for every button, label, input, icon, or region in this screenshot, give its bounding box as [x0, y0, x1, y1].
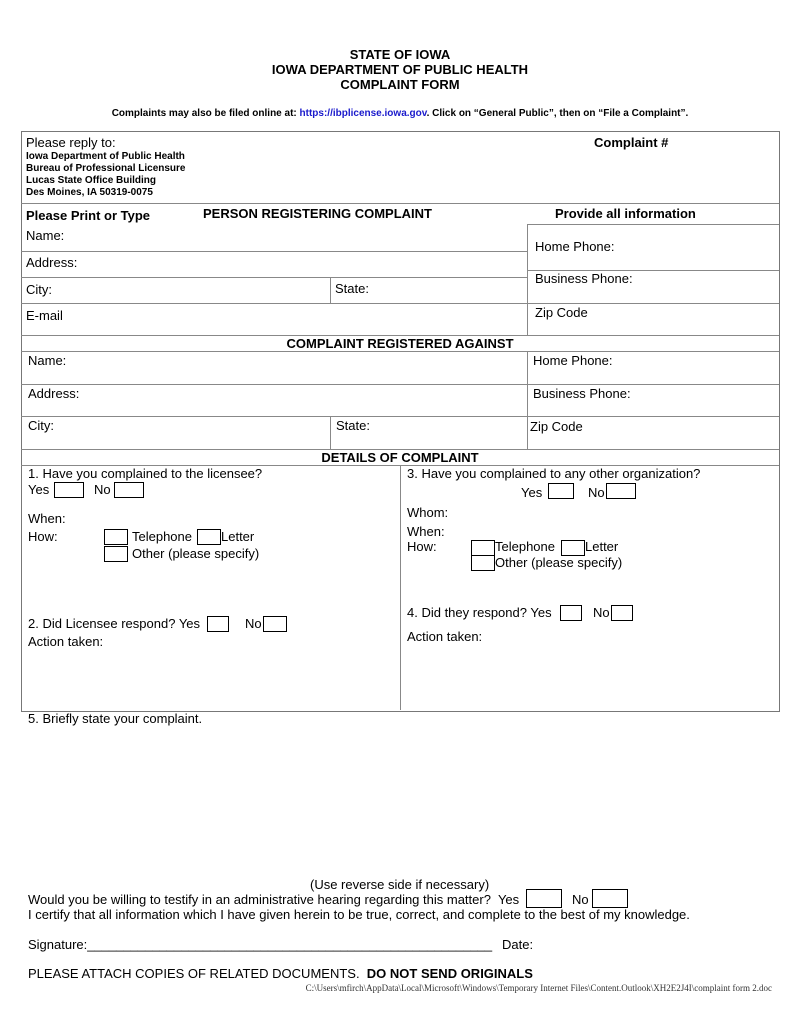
- q1-letter-checkbox[interactable]: [197, 529, 221, 545]
- divider: [21, 384, 779, 385]
- q2-text: 2. Did Licensee respond?: [28, 616, 176, 631]
- registrant-home-phone-field[interactable]: Home Phone:: [535, 239, 615, 254]
- online-link[interactable]: https://ibplicense.iowa.gov: [299, 108, 427, 119]
- q1-yes-label: Yes: [28, 482, 50, 497]
- online-suffix: . Click on “General Public”, then on “File a Complaint”.: [426, 108, 689, 119]
- q3-letter-checkbox[interactable]: [561, 540, 585, 556]
- testify-yes-label: Yes: [497, 892, 520, 907]
- file-path: C:\Users\mfirch\AppData\Local\Microsoft\Windows\Temporary Internet Files\Content.Outlook\XH2E2J4I\complaint form 2.doc: [305, 983, 772, 993]
- registrant-email-field[interactable]: E-mail: [26, 308, 63, 323]
- q2-no-checkbox[interactable]: [263, 616, 287, 632]
- provide-info-label: Provide all information: [555, 206, 696, 221]
- q3-letter-label: Letter: [585, 539, 619, 554]
- registrant-business-phone-field[interactable]: Business Phone:: [535, 271, 633, 286]
- registrant-city-field[interactable]: City:: [26, 282, 52, 297]
- testify-text: Would you be willing to testify in an administrative hearing regarding this matter?: [28, 892, 491, 907]
- divider: [21, 351, 779, 352]
- registrant-zip-field[interactable]: Zip Code: [535, 305, 588, 320]
- q3-telephone-checkbox[interactable]: [471, 540, 495, 556]
- header-state: STATE OF IOWA: [349, 47, 451, 62]
- q3-yes-checkbox[interactable]: [548, 483, 574, 499]
- q1-letter-label: Letter: [221, 529, 255, 544]
- against-state-field[interactable]: State:: [336, 418, 370, 433]
- complaint-number-label: Complaint #: [594, 135, 669, 150]
- q2-action-field[interactable]: Action taken:: [28, 634, 104, 649]
- q1-how-label: How:: [28, 529, 58, 544]
- certify-statement: I certify that all information which I have given herein to be true, correct, and complete to the best of my knowledge.: [28, 907, 690, 922]
- print-type-label: Please Print or Type: [26, 208, 151, 223]
- q4-yes-label: Yes: [530, 605, 552, 620]
- against-address-field[interactable]: Address:: [28, 386, 80, 401]
- divider: [527, 303, 779, 304]
- header-department: IOWA DEPARTMENT OF PUBLIC HEALTH: [271, 62, 529, 77]
- divider: [400, 465, 401, 710]
- divider: [21, 251, 527, 252]
- q1-when-field[interactable]: When:: [28, 511, 66, 526]
- testify-no-checkbox[interactable]: [592, 889, 628, 908]
- registrant-address-field[interactable]: Address:: [26, 255, 78, 270]
- q2-yes-label: Yes: [178, 616, 201, 631]
- divider: [21, 203, 779, 204]
- attach-note: [28, 966, 533, 981]
- divider: [330, 277, 331, 303]
- testify-yes-checkbox[interactable]: [526, 889, 562, 908]
- testify-no-label: No: [572, 892, 589, 907]
- q2-label: [28, 616, 200, 631]
- online-prefix: Complaints may also be filed online at:: [111, 108, 300, 119]
- against-title: COMPLAINT REGISTERED AGAINST: [286, 336, 514, 351]
- q3-no-label: No: [588, 485, 605, 500]
- q4-no-checkbox[interactable]: [611, 605, 633, 621]
- q3-when-field[interactable]: When:: [407, 524, 445, 539]
- q3-other-checkbox[interactable]: [471, 555, 495, 571]
- reply-label: Please reply to:: [26, 135, 116, 150]
- q1-label: 1. Have you complained to the licensee?: [28, 466, 263, 481]
- signature-line[interactable]: ________________________________________________________: [87, 937, 493, 952]
- q1-yes-checkbox[interactable]: [54, 482, 84, 498]
- reply-line: Iowa Department of Public Health: [26, 151, 185, 162]
- q3-other-label: Other (please specify): [495, 555, 623, 570]
- online-note: [0, 108, 800, 119]
- q3-no-checkbox[interactable]: [606, 483, 636, 499]
- header-form-title: COMPLAINT FORM: [340, 77, 460, 92]
- q3-telephone-label: Telephone: [495, 539, 555, 554]
- originals-warning: DO NOT SEND ORIGINALS: [366, 966, 533, 981]
- signature-label: Signature:: [28, 937, 88, 952]
- details-title: DETAILS OF COMPLAINT: [321, 450, 479, 465]
- signature-row: [28, 937, 492, 952]
- divider: [21, 416, 779, 417]
- q3-yes-label: Yes: [521, 485, 543, 500]
- divider: [21, 303, 527, 304]
- divider: [21, 277, 527, 278]
- against-business-phone-field[interactable]: Business Phone:: [533, 386, 631, 401]
- against-home-phone-field[interactable]: Home Phone:: [533, 353, 613, 368]
- q4-no-label: No: [593, 605, 610, 620]
- q1-other-checkbox[interactable]: [104, 546, 128, 562]
- q3-how-label: How:: [407, 539, 437, 554]
- q1-no-label: No: [94, 482, 111, 497]
- divider: [527, 224, 779, 225]
- q4-action-field[interactable]: Action taken:: [407, 629, 483, 644]
- reply-line: Des Moines, IA 50319-0075: [26, 187, 153, 198]
- reverse-note: (Use reverse side if necessary): [310, 877, 490, 892]
- q4-label: [407, 605, 552, 620]
- against-city-field[interactable]: City:: [28, 418, 54, 433]
- reply-line: Bureau of Professional Licensure: [26, 163, 186, 174]
- reply-line: Lucas State Office Building: [26, 175, 157, 186]
- divider: [330, 416, 331, 449]
- q3-label: 3. Have you complained to any other organization?: [407, 466, 701, 481]
- q4-text: 4. Did they respond?: [407, 605, 527, 620]
- against-zip-field[interactable]: Zip Code: [530, 419, 583, 434]
- q2-yes-checkbox[interactable]: [207, 616, 229, 632]
- against-name-field[interactable]: Name:: [28, 353, 67, 368]
- q1-telephone-label: Telephone: [132, 529, 192, 544]
- q5-label[interactable]: 5. Briefly state your complaint.: [28, 711, 203, 726]
- registering-title: PERSON REGISTERING COMPLAINT: [203, 206, 432, 221]
- testify-question: [28, 892, 519, 907]
- date-field[interactable]: Date:: [502, 937, 534, 952]
- q3-whom-field[interactable]: Whom:: [407, 505, 449, 520]
- q1-no-checkbox[interactable]: [114, 482, 144, 498]
- divider: [527, 224, 528, 335]
- q4-yes-checkbox[interactable]: [560, 605, 582, 621]
- attach-text: PLEASE ATTACH COPIES OF RELATED DOCUMENTS.: [28, 966, 360, 981]
- registrant-state-field[interactable]: State:: [335, 281, 369, 296]
- q1-other-label: Other (please specify): [132, 546, 260, 561]
- divider: [527, 351, 528, 449]
- registrant-name-field[interactable]: Name:: [26, 228, 65, 243]
- q1-telephone-checkbox[interactable]: [104, 529, 128, 545]
- q2-no-label: No: [245, 616, 262, 631]
